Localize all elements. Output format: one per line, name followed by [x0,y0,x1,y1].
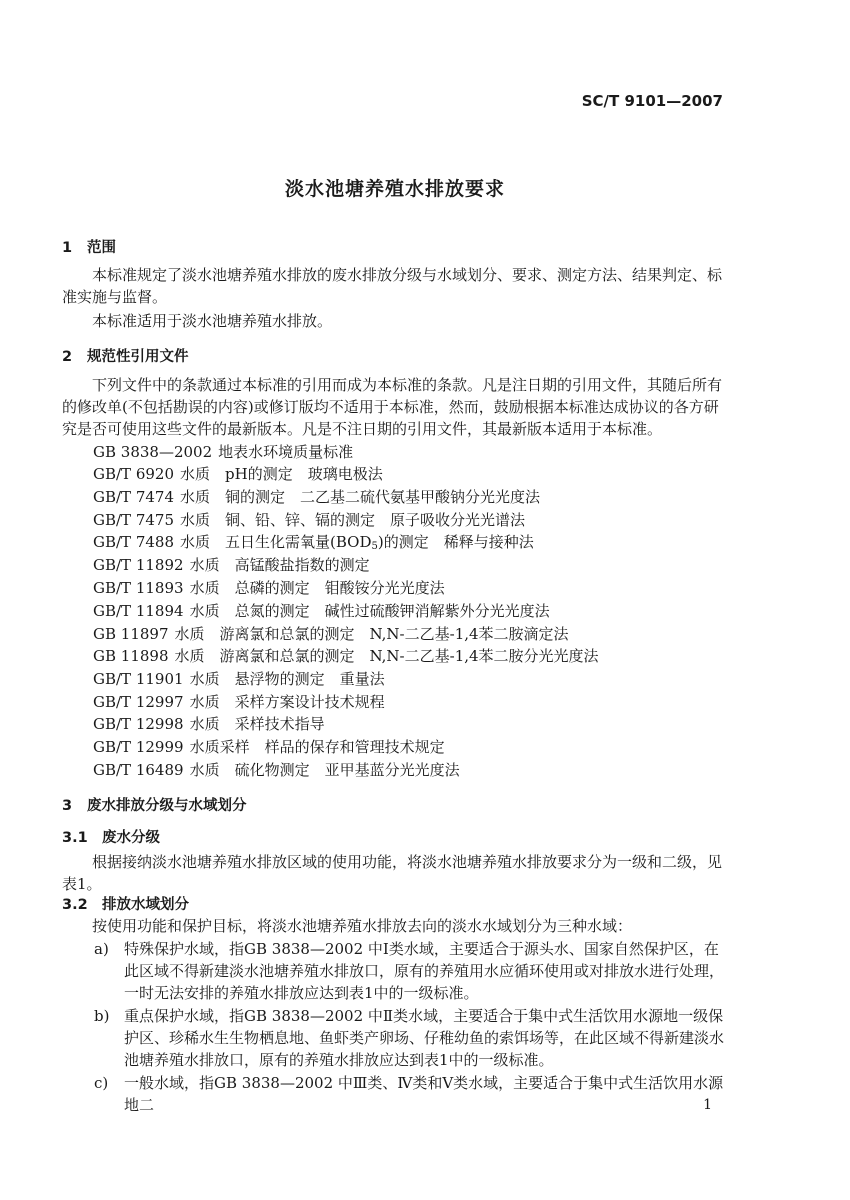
reference-title: 水质 总氮的测定 碱性过硫酸钾消解紫外分光光度法 [189,602,550,620]
reference-title: 水质 采样技术指导 [189,715,325,733]
reference-code: GB/T 12998 [93,715,184,733]
reference-item [93,623,569,644]
list-item-b [62,1005,724,1071]
reference-title: 水质 采样方案设计技术规程 [189,693,385,711]
subscript: 5 [371,541,378,552]
reference-code: GB/T 16489 [93,761,184,779]
list-text: 重点保护水域，指GB 3838—2002 中Ⅱ类水域，主要适合于集中式生活饮用水源地一级保护区、珍稀水生生物栖息地、鱼虾类产卵场、仔稚幼鱼的索饵场等，在此区域不得新建淡水池塘养殖水排放口，原有的养殖水排放应达到表1中的一级标准。 [124,1007,725,1069]
section-3-heading [62,794,247,815]
reference-item [93,554,370,575]
reference-title: 水质采样 样品的保存和管理技术规定 [189,738,445,756]
reference-title: 水质 游离氯和总氯的测定 N,N-二乙基-1,4苯二胺分光光度法 [174,647,599,665]
reference-code: GB/T 7475 [93,511,175,529]
reference-item [93,759,460,780]
reference-code: GB 11897 [93,625,169,643]
list-text: 特殊保护水域，指GB 3838—2002 中Ⅰ类水域，主要适合于源头水、国家自然保护区，在此区域不得新建淡水池塘养殖水排放口，原有的养殖用水应循环使用或对排放水进行处理，一时无法安排的养殖水排放应达到表1中的一级标准。 [124,940,725,1002]
reference-title: 水质 高锰酸盐指数的测定 [189,556,370,574]
section-3-1-heading [62,826,160,847]
section-title: 规范性引用文件 [87,349,189,365]
reference-code: GB/T 7474 [93,488,175,506]
section-title: 排放水域划分 [102,897,189,913]
reference-title: 水质 悬浮物的测定 重量法 [189,670,385,688]
document-title: 淡水池塘养殖水排放要求 [284,178,505,200]
section-1-paragraph-2: 本标准适用于淡水池塘养殖水排放。 [92,312,333,330]
reference-item [93,736,445,757]
section-1-paragraph-1: 本标准规定了淡水池塘养殖水排放的废水排放分级与水域划分、要求、测定方法、结果判定、标准实施与监督。 [62,266,723,306]
standard-code: SC/T 9101—2007 [581,92,723,110]
reference-title: 水质 五日生化需氧量$(BOD_5)$的测定 稀释与接种法 [180,533,534,552]
reference-title: 水质 总磷的测定 钼酸铵分光光度法 [189,579,445,597]
section-number: 3.2 [62,897,88,913]
section-number: 3.1 [62,830,88,846]
reference-code: GB/T 11901 [93,670,184,688]
reference-code: GB/T 12999 [93,738,184,756]
reference-item [93,668,385,689]
reference-item [93,509,525,530]
reference-title: 地表水环境质量标准 [218,443,354,461]
reference-code: GB/T 6920 [93,465,175,483]
reference-item [93,691,385,712]
section-number: 1 [62,240,73,256]
section-1-heading [62,236,116,257]
reference-title: 水质 游离氯和总氯的测定 N,N-二乙基-1,4苯二胺滴定法 [174,625,569,643]
list-item-a [62,938,724,1004]
list-label: a) [94,940,109,958]
reference-item [93,463,383,484]
section-2-paragraph-1: 下列文件中的条款通过本标准的引用而成为本标准的条款。凡是注日期的引用文件，其随后所有的修改单(不包括勘误的内容)或修订版均不适用于本标准，然而，鼓励根据本标准达成协议的各方研究是否可使用这些文件的最新版本。凡是不注日期的引用文件，其最新版本适用于本标准。 [62,376,723,438]
section-2-heading [62,345,189,366]
reference-item [93,441,353,462]
reference-title: 水质 pH的测定 玻璃电极法 [180,465,383,483]
reference-item [93,600,550,621]
list-label: b) [94,1007,110,1025]
list-label: c) [94,1074,109,1092]
section-title: 废水分级 [102,830,160,846]
section-number: 2 [62,349,73,365]
section-number: 3 [62,798,73,814]
reference-title: 水质 铜的测定 二乙基二硫代氨基甲酸钠分光光度法 [180,488,541,506]
reference-code: GB 11898 [93,647,169,665]
page-number: 1 [703,1097,712,1113]
section-title: 范围 [87,240,116,256]
section-3-2-heading [62,893,189,914]
reference-code: GB/T 12997 [93,693,184,711]
reference-code: GB/T 11893 [93,579,184,597]
reference-item [93,645,599,666]
reference-item [93,531,534,552]
section-3-1-paragraph: 根据接纳淡水池塘养殖水排放区域的使用功能，将淡水池塘养殖水排放要求分为一级和二级，见表1。 [62,853,723,893]
reference-code: GB/T 11892 [93,556,184,574]
list-text: 一般水域，指GB 3838—2002 中Ⅲ类、Ⅳ类和Ⅴ类水域，主要适合于集中式生活饮用水源地二 [124,1074,724,1114]
section-title: 废水排放分级与水域划分 [87,798,247,814]
reference-title: 水质 铜、铅、锌、镉的测定 原子吸收分光光谱法 [180,511,526,529]
list-item-c [62,1072,724,1116]
reference-item [93,486,540,507]
reference-item [93,577,445,598]
reference-title: 水质 硫化物测定 亚甲基蓝分光光度法 [189,761,460,779]
section-3-2-paragraph: 按使用功能和保护目标，将淡水池塘养殖水排放去向的淡水水域划分为三种水域： [92,917,633,935]
reference-item [93,713,325,734]
reference-code: GB/T 11894 [93,602,184,620]
reference-code: GB 3838—2002 [93,443,213,461]
reference-code: GB/T 7488 [93,533,175,551]
